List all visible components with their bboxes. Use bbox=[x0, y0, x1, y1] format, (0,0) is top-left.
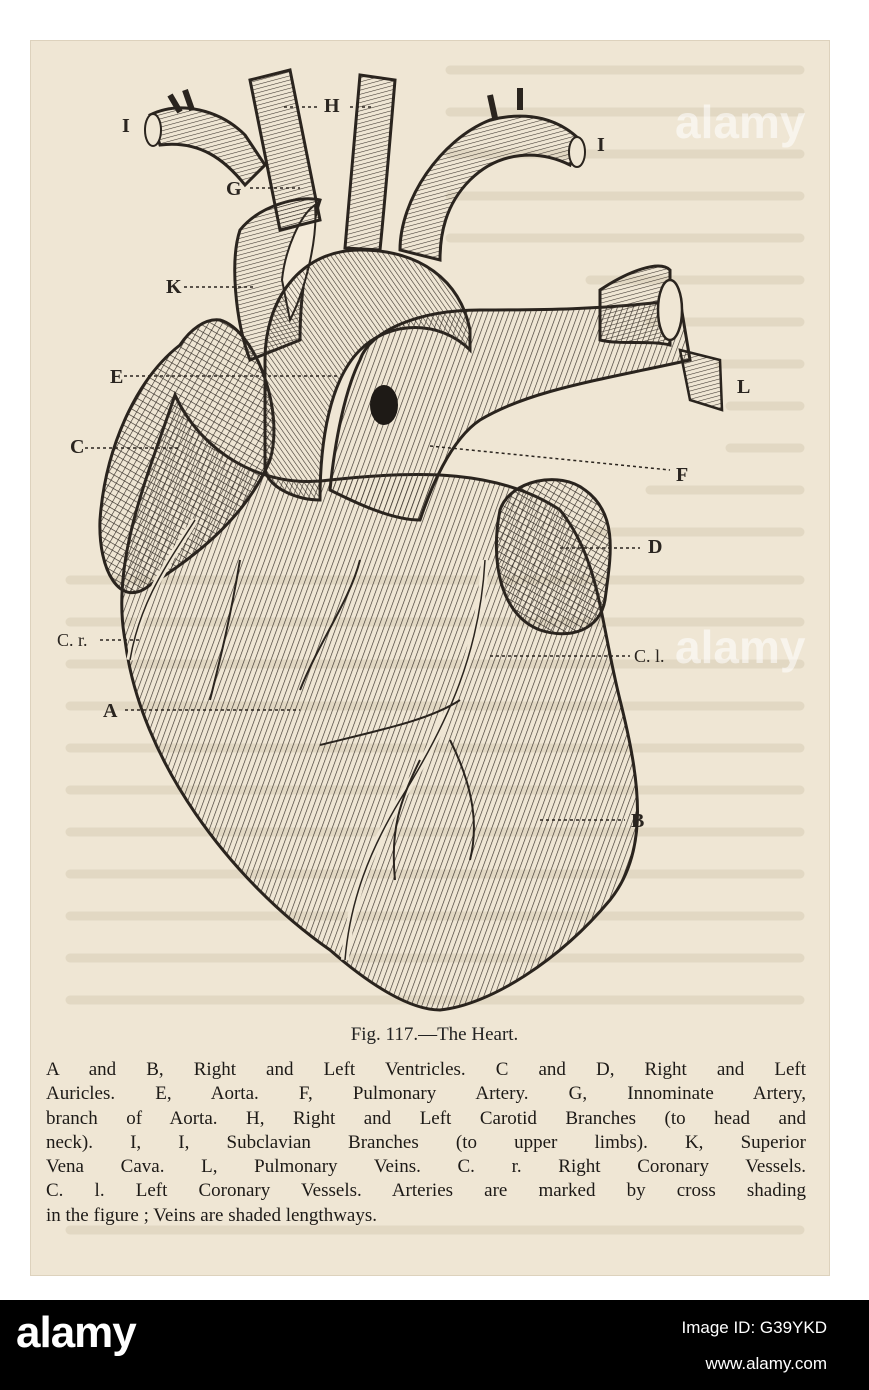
label-i-left: I bbox=[122, 115, 130, 137]
site-url: www.alamy.com bbox=[705, 1354, 827, 1373]
caption-line: A and B, Right and Left Ventricles. C and D, Right and Left bbox=[46, 1059, 806, 1080]
alamy-logo: alamy bbox=[16, 1308, 136, 1357]
caption-line: C. l. Left Coronary Vessels. Arteries are marked by cross shading bbox=[46, 1180, 806, 1202]
image-id: Image ID: G39YKD bbox=[681, 1318, 827, 1337]
caption-line: neck). I, I, Subclavian Branches (to upper limbs). K, Superior bbox=[46, 1131, 806, 1153]
label-k: K bbox=[166, 276, 182, 298]
caption-line: Auricles. E, Aorta. F, Pulmonary Artery. G, Innominate Artery, bbox=[46, 1083, 806, 1105]
label-l: L bbox=[737, 376, 751, 398]
label-a: A bbox=[103, 700, 118, 722]
label-b: B bbox=[631, 810, 645, 832]
heart-body bbox=[100, 70, 722, 1010]
watermark-alamy: alamy bbox=[675, 621, 806, 673]
label-cr: C. r. bbox=[57, 630, 88, 650]
label-i-right: I bbox=[597, 134, 605, 156]
label-e: E bbox=[110, 366, 124, 388]
figure-caption-title: Fig. 117.—The Heart. bbox=[350, 1024, 519, 1045]
caption-line: branch of Aorta. H, Right and Left Carotid Branches (to head and bbox=[46, 1107, 806, 1129]
figure-caption bbox=[46, 1058, 806, 1228]
label-d: D bbox=[648, 536, 663, 558]
caption-line: in the figure ; Veins are shaded lengthways. bbox=[46, 1204, 378, 1226]
label-f: F bbox=[676, 464, 689, 486]
label-h: H bbox=[324, 95, 340, 117]
label-g: G bbox=[226, 178, 242, 200]
label-cl: C. l. bbox=[634, 646, 665, 666]
label-c: C bbox=[70, 436, 85, 458]
caption-line: Vena Cava. L, Pulmonary Veins. C. r. Right Coronary Vessels. bbox=[46, 1156, 806, 1178]
watermark-alamy: alamy bbox=[675, 96, 806, 148]
